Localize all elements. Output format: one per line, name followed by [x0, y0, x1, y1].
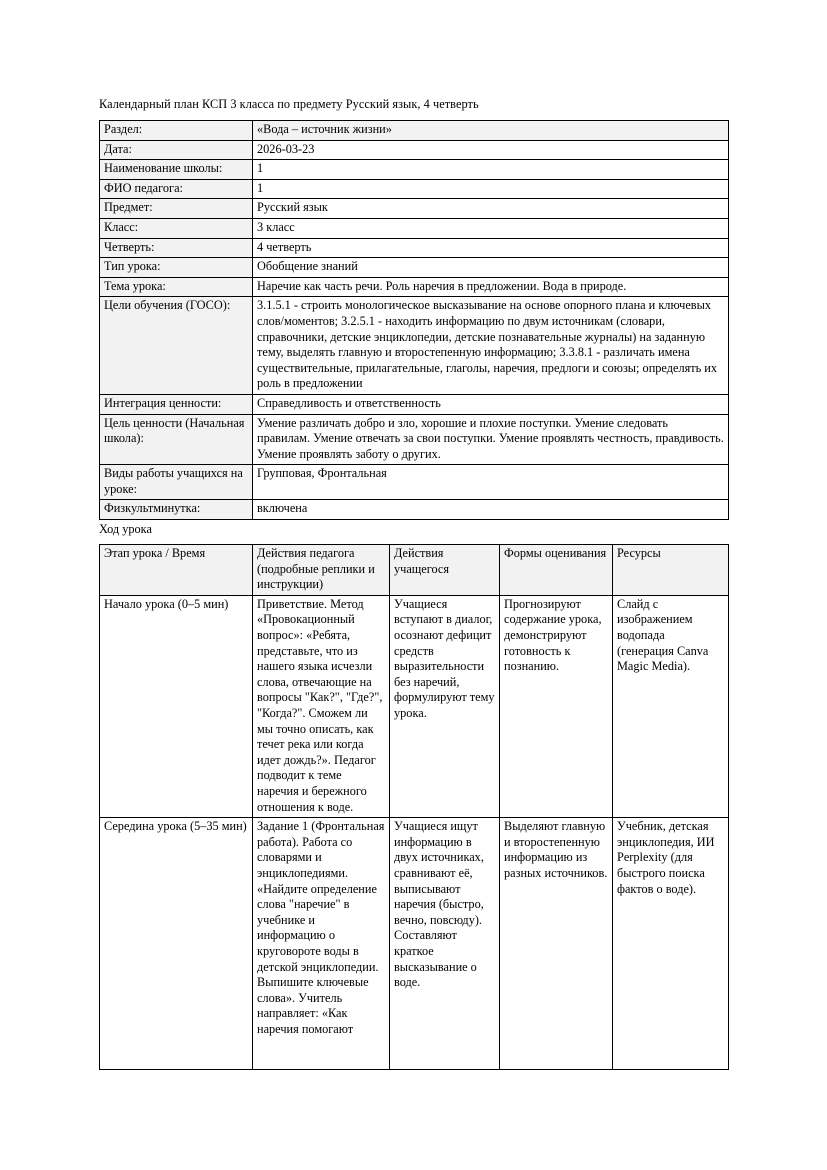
teacher-actions-cell: Приветствие. Метод «Провокационный вопрос»: «Ребята, представьте, что из нашего языка исчезли слова, отвечающие на вопросы "Как?", "Где?", "Когда?". Сможем ли мы точно описать, как течет река или когда идет дождь?». Педагог подводит к теме наречия и бережного отношения к воде.	[253, 595, 390, 817]
table-row	[100, 140, 729, 160]
table-row	[100, 297, 729, 395]
info-row-label: Четверть:	[100, 238, 253, 258]
table-row	[100, 199, 729, 219]
column-header: Этап урока / Время	[100, 545, 253, 596]
table-row	[100, 277, 729, 297]
info-row-label: Физкультминутка:	[100, 500, 253, 520]
info-row-value: 2026-03-23	[253, 140, 729, 160]
info-row-label: Виды работы учащихся на уроке:	[100, 465, 253, 500]
table-row	[100, 121, 729, 141]
student-actions-cell: Учащиеся вступают в диалог, осознают дефицит средств выразительности без наречий, формулируют тему урока.	[390, 595, 500, 817]
stage-cell: Начало урока (0–5 мин)	[100, 595, 253, 817]
info-row-value: Групповая, Фронтальная	[253, 465, 729, 500]
table-row	[100, 818, 729, 1070]
info-row-value: 1	[253, 179, 729, 199]
info-row-label: Цель ценности (Начальная школа):	[100, 414, 253, 465]
info-row-value: включена	[253, 500, 729, 520]
lesson-flow-table	[99, 544, 729, 1070]
lesson-info-table	[99, 120, 729, 520]
table-row	[100, 414, 729, 465]
info-row-label: Класс:	[100, 218, 253, 238]
section-caption-lesson-flow: Ход урока	[99, 522, 152, 537]
lesson-info-table-body	[100, 121, 729, 520]
info-row-value: 3 класс	[253, 218, 729, 238]
info-row-value: 3.1.5.1 - строить монологическое высказывание на основе опорного плана и ключевых слов/моментов; 3.2.5.1 - находить информацию по двум источникам (словари, справочники, детские энциклопедии, детские познавательные журналы) на заданную тему, выделять главную и второстепенную информацию; 3.3.8.1 - различать имена существительные, прилагательные, глаголы, наречия, предлоги и союзы; определять их роль в предложении	[253, 297, 729, 395]
info-row-label: Наименование школы:	[100, 160, 253, 180]
info-row-value: «Вода – источник жизни»	[253, 121, 729, 141]
table-header-row	[100, 545, 729, 596]
info-row-label: Дата:	[100, 140, 253, 160]
lesson-flow-table-head	[100, 545, 729, 596]
table-row	[100, 218, 729, 238]
table-row	[100, 500, 729, 520]
lesson-flow-table-body	[100, 595, 729, 1069]
student-actions-cell: Учащиеся ищут информацию в двух источниках, сравнивают её, выписывают наречия (быстро, вечно, повсюду). Составляют краткое высказывание о воде.	[390, 818, 500, 1070]
stage-cell: Середина урока (5–35 мин)	[100, 818, 253, 1070]
info-row-value: Наречие как часть речи. Роль наречия в предложении. Вода в природе.	[253, 277, 729, 297]
assessment-cell: Прогнозируют содержание урока, демонстрируют готовность к познанию.	[500, 595, 613, 817]
resources-cell: Учебник, детская энциклопедия, ИИ Perplexity (для быстрого поиска фактов о воде).	[613, 818, 729, 1070]
table-row	[100, 160, 729, 180]
info-row-label: Интеграция ценности:	[100, 394, 253, 414]
info-row-value: Справедливость и ответственность	[253, 394, 729, 414]
resources-cell: Слайд с изображением водопада (генерация Canva Magic Media).	[613, 595, 729, 817]
column-header: Действия педагога (подробные реплики и инструкции)	[253, 545, 390, 596]
info-row-label: ФИО педагога:	[100, 179, 253, 199]
info-row-label: Предмет:	[100, 199, 253, 219]
info-row-label: Тип урока:	[100, 258, 253, 278]
table-row	[100, 394, 729, 414]
info-row-value: 4 четверть	[253, 238, 729, 258]
info-row-value: Умение различать добро и зло, хорошие и плохие поступки. Умение следовать правилам. Умение отвечать за свои поступки. Умение проявлять честность, правдивость. Умение проявлять заботу о других.	[253, 414, 729, 465]
table-row	[100, 258, 729, 278]
column-header: Ресурсы	[613, 545, 729, 596]
info-row-value: Обобщение знаний	[253, 258, 729, 278]
table-row	[100, 238, 729, 258]
info-row-label: Цели обучения (ГОСО):	[100, 297, 253, 395]
column-header: Формы оценивания	[500, 545, 613, 596]
table-row	[100, 595, 729, 817]
page-title: Календарный план КСП 3 класса по предмету Русский язык, 4 четверть	[99, 97, 479, 111]
column-header: Действия учащегося	[390, 545, 500, 596]
info-row-value: 1	[253, 160, 729, 180]
info-row-label: Раздел:	[100, 121, 253, 141]
teacher-actions-cell: Задание 1 (Фронтальная работа). Работа со словарями и энциклопедиями. «Найдите определение слова "наречие" в учебнике и информацию о круговороте воды в детской энциклопедии. Выпишите ключевые слова». Учитель направляет: «Как наречия помогают	[253, 818, 390, 1070]
table-row	[100, 465, 729, 500]
assessment-cell: Выделяют главную и второстепенную информацию из разных источников.	[500, 818, 613, 1070]
info-row-value: Русский язык	[253, 199, 729, 219]
info-row-label: Тема урока:	[100, 277, 253, 297]
table-row	[100, 179, 729, 199]
